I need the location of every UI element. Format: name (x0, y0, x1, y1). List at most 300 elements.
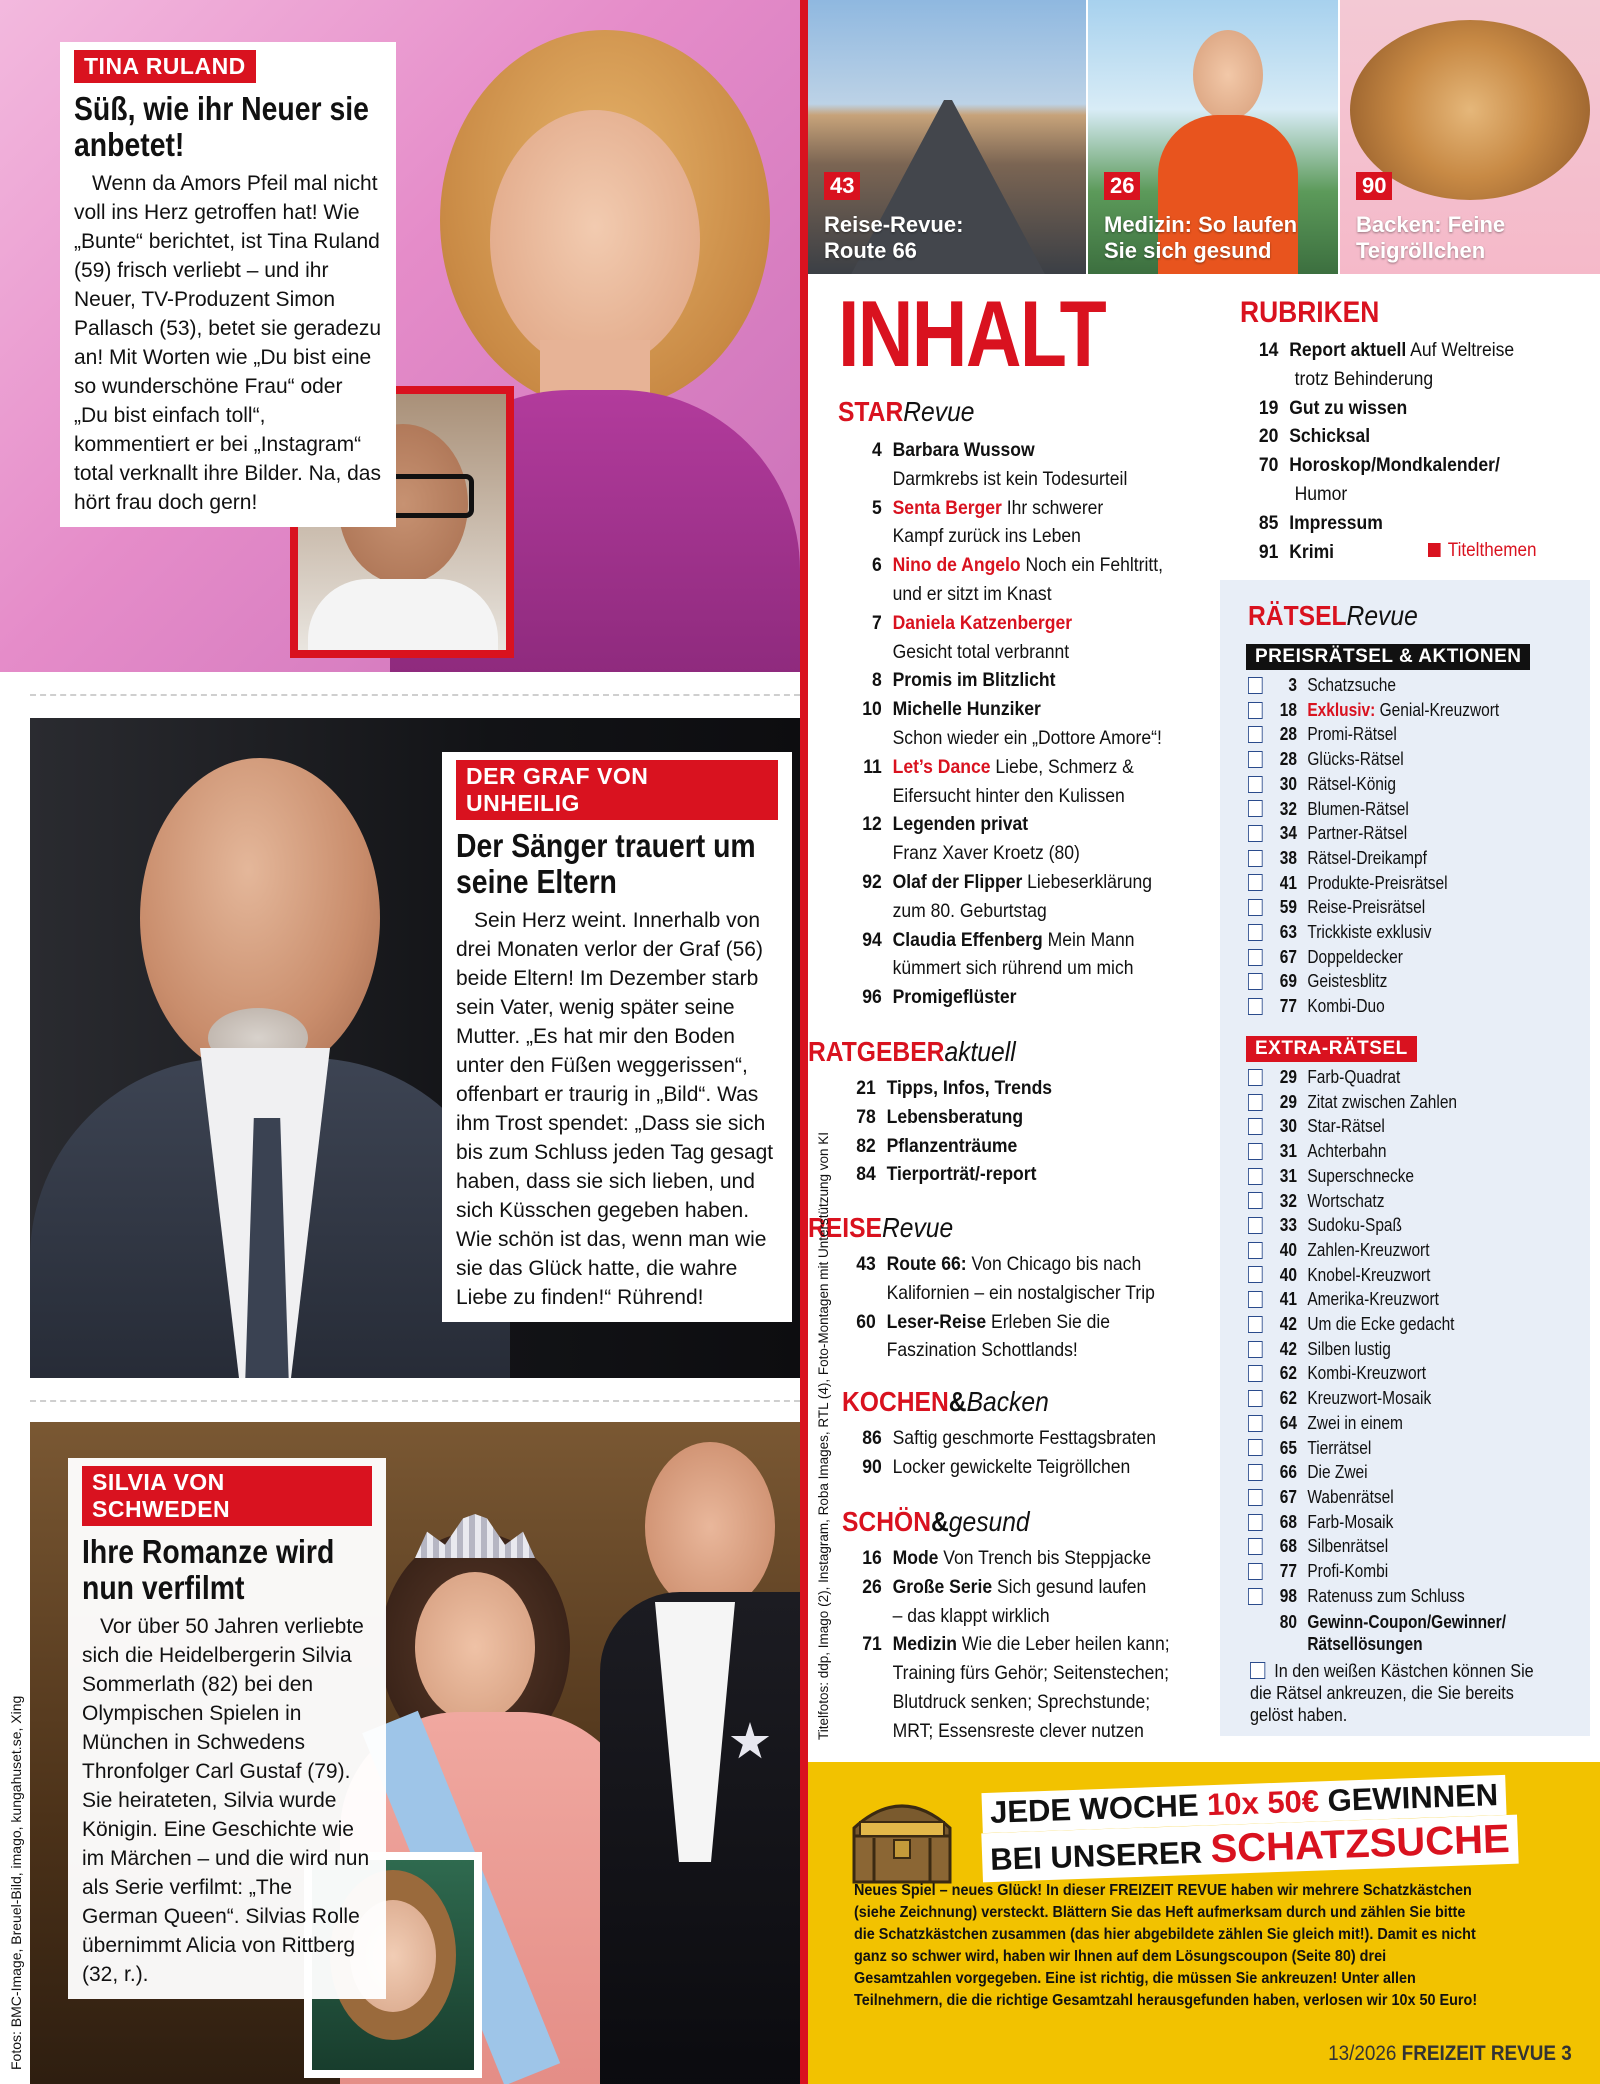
extra-raetsel-header: EXTRA-RÄTSEL (1246, 1036, 1417, 1062)
raetsel-title: Produkte-Preisrätsel (1307, 872, 1448, 893)
toc-text: Tierporträt/-report (886, 1163, 1037, 1186)
raetsel-item (1248, 747, 1499, 772)
toc-continuation: Gesicht total verbrannt (892, 640, 1070, 663)
checkbox[interactable] (1248, 1192, 1263, 1209)
story-box-2 (442, 752, 792, 1322)
toc-page: 7 (872, 611, 882, 634)
toc-continuation: – das klappt wirklich (892, 1604, 1050, 1627)
raetsel-item (1248, 846, 1499, 871)
toc-text: Nino de Angelo Noch ein Fehltritt, (892, 554, 1164, 577)
checkbox[interactable] (1248, 677, 1263, 694)
checkbox[interactable] (1248, 1588, 1263, 1605)
schatz-text: Neues Spiel – neues Glück! In dieser FREIZEIT REVUE haben wir mehrere Schatzkästchen (siehe Zeichnung) versteckt. Blättern Sie das Heft aufmerksam durch und zählen Sie bitte die Schatzkästchen zusammen (das hier abgebildete zählen Sie gleich mit!). Damit es nicht ganz so schwer wird, haben wir Ihnen auf dem Lösungscoupon (Seite 80) drei Gesamtzahlen vorgegeben. Eine ist richtig, die müssen Sie ankreuzen! Unter allen Teilnehmern, die die richtige Gesamtzahl herausgefunden haben, verlosen wir 10x 50 Euro! (854, 1882, 1478, 2009)
toc-item[interactable] (844, 926, 1190, 955)
photo-credits-title: Titelfotos: ddp, Imago (2), Instagram, Roba Images, RTL (4), Foto-Montagen mit Unterstützung von KI (816, 1131, 831, 1740)
red-square-icon (1428, 543, 1441, 557)
raetsel-item (1248, 1386, 1465, 1411)
toc-text: Olaf der Flipper Liebeserklärung (892, 870, 1153, 893)
toc-page: 8 (872, 669, 882, 692)
raetsel-page: 18 (1279, 699, 1298, 720)
toc-text: Große Serie Sich gesund laufen (892, 1575, 1147, 1598)
toc-page: 82 (856, 1134, 876, 1157)
toc-text: Saftig geschmorte Festtagsbraten (892, 1427, 1156, 1449)
page-title: INHALT (838, 281, 1106, 386)
raetsel-page: 62 (1279, 1388, 1298, 1409)
toc-page: 90 (862, 1455, 882, 1478)
raetsel-title: Zitat zwischen Zahlen (1307, 1091, 1458, 1112)
coupon-entry: 80 Gewinn-Coupon/Gewinner/ Rätsellösungen (1279, 1612, 1506, 1654)
raetsel-note: In den weißen Kästchen können Sie die Rätsel ankreuzen, die Sie bereits gelöst haben. (1250, 1661, 1534, 1725)
raetsel-page: 62 (1279, 1363, 1298, 1384)
toc-page: 26 (862, 1575, 882, 1598)
toc-item[interactable] (838, 1160, 1184, 1189)
toc-item[interactable] (844, 753, 1190, 782)
raetsel-item (1248, 994, 1499, 1019)
toc-text: Barbara Wussow (892, 439, 1035, 461)
raetsel-title: Zahlen-Kreuzwort (1307, 1239, 1430, 1260)
raetsel-item (1248, 1090, 1465, 1115)
story-body: Vor über 50 Jahren verliebte sich die Heidelbergerin Silvia Sommerlath (82) bei den Olympischen Spielen in München in Schwedens Thronfolger Carl Gustaf (79). Sie heirateten, Silvia wurde Königin. Eine Geschichte wie im Märchen – und die wird nun als Serie verfilmt: „The German Queen“. Silvias Rolle übernimmt Alicia von Rittberg (32, r.). (82, 1615, 370, 1986)
woman-face (490, 110, 700, 370)
checkbox[interactable] (1248, 1266, 1263, 1283)
silvia-photo (30, 1422, 800, 2084)
story-headline: Ihre Romanze wird nun verfilmt (82, 1533, 335, 1606)
story-body: Wenn da Amors Pfeil mal nicht voll ins Herz getroffen hat! Wie „Bunte“ berichtet, ist Tina Ruland (59) frisch verliebt – und ihr Neuer, TV-Produzent Simon Pallasch (53), betet sie geradezu an! Mit Worten wie „Du bist eine so wunderschöne Frau“ oder „Du bist einfach toll“, kommentiert er bei „Instagram“ total verknallt ihre Bilder. Na, das hört frau doch gern! (74, 172, 382, 514)
toc-page: 21 (856, 1077, 876, 1099)
raetsel-page: 34 (1279, 823, 1298, 844)
star-list (844, 436, 1190, 1012)
raetsel-page: 38 (1279, 847, 1298, 868)
raetsel-item (1248, 1411, 1465, 1436)
toc-page: 4 (872, 439, 882, 461)
raetsel-page: 40 (1279, 1264, 1298, 1285)
raetsel-title: Ratenuss zum Schluss (1307, 1585, 1465, 1606)
raetsel-item (1248, 1485, 1465, 1510)
story-headline: Süß, wie ihr Neuer sie anbetet! (74, 90, 369, 163)
teaser-caption: Medizin: So laufen Sie sich gesund (1104, 212, 1298, 263)
raetsel-title: Blumen-Rätsel (1307, 798, 1409, 819)
toc-page: 60 (856, 1310, 876, 1333)
raetsel-page: 77 (1279, 996, 1298, 1017)
toc-item[interactable] (838, 1308, 1184, 1337)
toc-continuation: zum 80. Geburtstag (892, 899, 1047, 922)
queen-face (415, 1572, 535, 1722)
raetsel-item (1248, 1139, 1465, 1164)
toc-text: Locker gewickelte Teigröllchen (892, 1455, 1131, 1478)
checkbox[interactable] (1248, 949, 1263, 966)
checkbox[interactable] (1248, 1415, 1263, 1432)
checkbox[interactable] (1248, 1390, 1263, 1407)
checkbox[interactable] (1248, 751, 1263, 768)
raetsel-title: Profi-Kombi (1307, 1561, 1389, 1582)
kochen-list (844, 1424, 1190, 1482)
toc-continuation: Darmkrebs ist kein Todesurteil (892, 467, 1128, 490)
raetsel-title: Trickkiste exklusiv (1307, 922, 1432, 943)
raetsel-title: Superschnecke (1307, 1165, 1415, 1186)
checkbox[interactable] (1248, 850, 1263, 867)
raetsel-item (1248, 1584, 1465, 1609)
toc-item[interactable] (844, 1424, 1190, 1453)
section-star-revue: STARRevue (838, 396, 975, 427)
toc-page: 91 (1258, 540, 1279, 563)
checkbox[interactable] (1248, 1217, 1263, 1234)
raetsel-page: 42 (1279, 1338, 1298, 1359)
preisraetsel-list (1248, 673, 1499, 1019)
checkbox[interactable] (1250, 1662, 1265, 1679)
tiara-icon (415, 1514, 535, 1558)
graf-photo (30, 718, 800, 1378)
toc-text: Let’s Dance Liebe, Schmerz & (892, 755, 1134, 778)
raetsel-page: 30 (1279, 1116, 1298, 1137)
raetsel-title: Exklusiv: Genial-Kreuzwort (1307, 699, 1500, 720)
toc-page: 11 (863, 755, 882, 778)
toc-text: Tipps, Infos, Trends (886, 1077, 1053, 1099)
toc-page: 14 (1258, 339, 1279, 361)
ratgeber-list (838, 1074, 1184, 1189)
toc-page: 20 (1258, 425, 1279, 448)
raetsel-page: 31 (1279, 1141, 1298, 1162)
raetsel-page: 40 (1279, 1239, 1298, 1260)
column-separator (800, 0, 808, 2084)
story-box-1 (60, 42, 396, 527)
toc-item[interactable] (1246, 451, 1592, 480)
raetsel-item (1248, 1164, 1465, 1189)
raetsel-title: Zwei in einem (1307, 1412, 1403, 1433)
toc-continuation: Kalifornien – ein nostalgischer Trip (886, 1281, 1155, 1304)
toc-continuation: kümmert sich rührend um mich (892, 957, 1134, 980)
checkbox[interactable] (1248, 726, 1263, 743)
photo-credits-left: Fotos: BMC-Image, Breuel-Bild, imago, kungahuset.se, Xing (8, 1695, 24, 2070)
raetsel-page: 30 (1279, 773, 1298, 794)
toc-text: Route 66: Von Chicago bis nach (886, 1253, 1142, 1275)
section-raetsel-revue: RÄTSELRevue (1248, 600, 1418, 631)
raetsel-page: 41 (1279, 872, 1298, 893)
raetsel-title: Doppeldecker (1307, 946, 1403, 967)
toc-page: 85 (1258, 511, 1279, 534)
checkbox[interactable] (1248, 1168, 1263, 1185)
raetsel-item (1248, 1287, 1465, 1312)
checkbox[interactable] (1248, 1094, 1263, 1111)
raetsel-page: 67 (1279, 1486, 1298, 1507)
raetsel-title: Wabenrätsel (1307, 1486, 1394, 1507)
raetsel-item (1248, 1238, 1465, 1263)
toc-item[interactable] (844, 436, 1190, 465)
toc-page: 5 (872, 496, 882, 519)
toc-page: 94 (862, 928, 882, 951)
toc-page: 70 (1258, 454, 1279, 477)
checkbox[interactable] (1248, 1316, 1263, 1333)
raetsel-item (1248, 1312, 1465, 1337)
checkbox[interactable] (1248, 973, 1263, 990)
toc-item[interactable] (1246, 509, 1592, 538)
page-footer: 13/2026 FREIZEIT REVUE 3 (1328, 2042, 1572, 2065)
raetsel-item (1248, 1065, 1465, 1090)
teaser-route66[interactable] (808, 0, 1086, 274)
raetsel-title: Um die Ecke gedacht (1307, 1314, 1455, 1335)
checkbox[interactable] (1248, 1514, 1263, 1531)
story-headline: Der Sänger trauert um seine Eltern (456, 827, 756, 900)
toc-page: 92 (862, 870, 882, 893)
section-kochen: KOCHEN&Backen (842, 1386, 1049, 1417)
story-tag: SILVIA VON SCHWEDEN (82, 1466, 372, 1526)
toc-item[interactable] (844, 1544, 1190, 1573)
treasure-chest-icon (846, 1788, 958, 1886)
raetsel-box (1220, 580, 1590, 1736)
toc-text: Mode Von Trench bis Steppjacke (892, 1547, 1152, 1569)
raetsel-item (1248, 698, 1499, 723)
raetsel-title: Kombi-Kreuzwort (1307, 1363, 1427, 1384)
checkbox[interactable] (1248, 998, 1263, 1015)
raetsel-title: Schatzsuche (1307, 675, 1396, 695)
divider (30, 1400, 800, 1402)
raetsel-title: Wortschatz (1307, 1190, 1385, 1211)
raetsel-item (1248, 1361, 1465, 1386)
raetsel-item (1248, 1460, 1465, 1485)
toc-page: 84 (856, 1163, 876, 1186)
toc-item[interactable] (844, 609, 1190, 638)
raetsel-item (1248, 1213, 1465, 1238)
checkbox[interactable] (1248, 874, 1263, 891)
toc-continuation: trotz Behinderung (1294, 367, 1434, 390)
toc-text: Claudia Effenberg Mein Mann (892, 928, 1135, 951)
raetsel-title: Star-Rätsel (1307, 1116, 1385, 1137)
toc-text: Lebensberatung (886, 1105, 1024, 1128)
preisraetsel-header: PREISRÄTSEL & AKTIONEN (1246, 644, 1530, 670)
raetsel-title: Farb-Mosaik (1307, 1511, 1394, 1532)
schatz-banner-line1: JEDE WOCHE 10x 50€ GEWINNEN (981, 1775, 1506, 1833)
toc-item[interactable] (844, 551, 1190, 580)
toc-text: Schicksal (1289, 425, 1371, 448)
teaser-page: 90 (1356, 172, 1392, 200)
toc-item[interactable] (838, 1074, 1184, 1103)
checkbox[interactable] (1248, 924, 1263, 941)
story-body: Sein Herz weint. Innerhalb von drei Monaten verlor der Graf (56) beide Eltern! Im Dezember starb sein Vater, wenig später seine Mutter. „Es hat mir den Boden unter den Füßen weggerissen“, offenbart er traurig in „Bild“. Was ihm Trost spendet: „Dass sie sich bis zum Schluss jeden Tag gesagt haben, dass sie sich lieben, und sich Küsschen gegeben haben. Wie schön ist das, wenn man wie sie das Glück hatte, die wahre Liebe zu finden!“ Rührend! (456, 909, 774, 1309)
raetsel-page: 28 (1279, 749, 1298, 770)
section-ratgeber: RATGEBERaktuell (808, 1036, 1016, 1067)
toc-continuation: Humor (1294, 482, 1348, 505)
checkbox[interactable] (1248, 1464, 1263, 1481)
raetsel-item (1248, 821, 1499, 846)
raetsel-title: Amerika-Kreuzwort (1307, 1289, 1439, 1310)
raetsel-item (1248, 871, 1499, 896)
toc-text: Daniela Katzenberger (892, 611, 1073, 634)
raetsel-item (1248, 722, 1499, 747)
toc-item[interactable] (844, 666, 1190, 695)
raetsel-page: 69 (1279, 971, 1298, 992)
rubriken-list (1246, 336, 1592, 566)
divider (30, 694, 800, 696)
raetsel-title: Rätsel-König (1307, 773, 1396, 794)
toc-page: 12 (862, 813, 882, 836)
raetsel-page: 41 (1279, 1289, 1298, 1310)
checkbox[interactable] (1248, 1143, 1263, 1160)
raetsel-page: 64 (1279, 1412, 1298, 1433)
raetsel-item (1248, 1436, 1465, 1461)
toc-item[interactable] (1246, 394, 1592, 423)
toc-page: 6 (872, 554, 882, 577)
raetsel-title: Promi-Rätsel (1307, 724, 1397, 745)
toc-text: Pflanzenträume (886, 1134, 1018, 1157)
checkbox[interactable] (1248, 776, 1263, 793)
toc-page: 71 (862, 1633, 882, 1656)
raetsel-item (1248, 1337, 1465, 1362)
section-rubriken: RUBRIKEN (1240, 296, 1380, 329)
toc-page: 16 (862, 1547, 882, 1569)
toc-continuation: Kampf zurück ins Leben (892, 525, 1081, 548)
raetsel-title: Partner-Rätsel (1307, 823, 1408, 844)
raetsel-title: Farb-Quadrat (1307, 1067, 1401, 1087)
raetsel-item (1248, 1189, 1465, 1214)
toc-text: Leser-Reise Erleben Sie die (886, 1310, 1111, 1333)
raetsel-page: 29 (1279, 1091, 1298, 1112)
toc-item[interactable] (844, 1453, 1190, 1482)
checkbox[interactable] (1248, 1069, 1263, 1086)
toc-text: Krimi (1289, 540, 1335, 563)
teaser-page: 43 (824, 172, 860, 200)
tina-ruland-photo (0, 0, 800, 672)
checkbox[interactable] (1248, 1563, 1263, 1580)
toc-continuation: und er sitzt im Knast (892, 582, 1052, 605)
checkbox[interactable] (1248, 1489, 1263, 1506)
checkbox[interactable] (1248, 825, 1263, 842)
toc-text: Michelle Hunziker (892, 698, 1041, 721)
toc-item[interactable] (838, 1103, 1184, 1132)
checkbox[interactable] (1248, 1538, 1263, 1555)
toc-continuation: Eifersucht hinter den Kulissen (892, 784, 1125, 807)
raetsel-item (1248, 1510, 1465, 1535)
raetsel-item (1248, 1114, 1465, 1139)
raetsel-page: 42 (1279, 1314, 1298, 1335)
raetsel-page: 3 (1288, 675, 1298, 695)
reise-list (838, 1250, 1184, 1365)
raetsel-title: Knobel-Kreuzwort (1307, 1264, 1431, 1285)
toc-item[interactable] (844, 695, 1190, 724)
checkbox[interactable] (1248, 1439, 1263, 1456)
story-tag: TINA RULAND (74, 50, 256, 83)
raetsel-page: 77 (1279, 1561, 1298, 1582)
checkbox[interactable] (1248, 702, 1263, 719)
raetsel-item (1248, 895, 1499, 920)
teaser-medizin[interactable] (1088, 0, 1338, 274)
toc-item[interactable] (1246, 336, 1592, 365)
teaser-backen[interactable] (1340, 0, 1600, 274)
toc-continuation: Training fürs Gehör; Seitenstechen; Blutdruck senken; Sprechstunde; MRT; Essensreste clever nutzen (892, 1662, 1169, 1742)
raetsel-title: Silben lustig (1307, 1338, 1391, 1359)
raetsel-title: Sudoku-Spaß (1307, 1215, 1403, 1236)
raetsel-title: Silbenrätsel (1307, 1536, 1389, 1557)
extra-raetsel-list (1248, 1065, 1465, 1608)
teaser-page: 26 (1104, 172, 1140, 200)
runner-face (1193, 30, 1263, 120)
raetsel-page: 32 (1279, 798, 1298, 819)
raetsel-page: 32 (1279, 1190, 1298, 1211)
toc-item[interactable] (838, 1132, 1184, 1161)
toc-item[interactable] (844, 1573, 1190, 1602)
toc-text: Promigeflüster (892, 986, 1017, 1009)
raetsel-item (1248, 969, 1499, 994)
toc-text: Medizin Wie die Leber heilen kann; (892, 1633, 1170, 1656)
section-schoen: SCHÖN&gesund (842, 1506, 1030, 1537)
raetsel-page: 68 (1279, 1511, 1298, 1532)
raetsel-item (1248, 797, 1499, 822)
raetsel-page: 29 (1279, 1067, 1298, 1087)
toc-item[interactable] (844, 810, 1190, 839)
titelthemen-legend: Titelthemen (1428, 540, 1537, 562)
toc-page: 96 (862, 986, 882, 1009)
toc-item[interactable] (1246, 422, 1592, 451)
raetsel-title: Reise-Preisrätsel (1307, 897, 1426, 918)
raetsel-page: 33 (1279, 1215, 1298, 1236)
raetsel-item (1248, 772, 1499, 797)
checkbox[interactable] (1248, 899, 1263, 916)
raetsel-page: 63 (1279, 922, 1298, 943)
story-box-3 (68, 1458, 386, 1999)
raetsel-item (1248, 1534, 1465, 1559)
toc-item[interactable] (1246, 538, 1592, 567)
raetsel-item (1248, 945, 1499, 970)
checkbox[interactable] (1248, 1291, 1263, 1308)
king-face (645, 1442, 775, 1612)
teaser-caption: Backen: Feine Teigröllchen (1356, 212, 1506, 263)
schoen-list (844, 1544, 1190, 1746)
checkbox[interactable] (1248, 1341, 1263, 1358)
checkbox[interactable] (1248, 1242, 1263, 1259)
raetsel-page: 65 (1279, 1437, 1298, 1458)
toc-text: Legenden privat (892, 813, 1029, 836)
schatz-banner-line2: BEI UNSERER SCHATZSUCHE (981, 1815, 1518, 1883)
man-shirt (308, 579, 498, 650)
raetsel-item (1248, 673, 1499, 698)
toc-page: 86 (862, 1427, 882, 1449)
raetsel-title: Glücks-Rätsel (1307, 749, 1404, 770)
checkbox[interactable] (1248, 800, 1263, 817)
raetsel-title: Rätsel-Dreikampf (1307, 847, 1427, 868)
raetsel-page: 67 (1279, 946, 1298, 967)
toc-page: 19 (1258, 396, 1279, 419)
story-tag: DER GRAF VON UNHEILIG (456, 760, 778, 820)
toc-page: 10 (862, 698, 882, 721)
raetsel-item (1248, 1559, 1465, 1584)
raetsel-page: 28 (1279, 724, 1298, 745)
section-reise: REISERevue (808, 1212, 954, 1243)
raetsel-page: 68 (1279, 1536, 1298, 1557)
teaser-caption: Reise-Revue: Route 66 (824, 212, 964, 263)
raetsel-title: Achterbahn (1307, 1141, 1387, 1162)
checkbox[interactable] (1248, 1118, 1263, 1135)
raetsel-page: 31 (1279, 1165, 1298, 1186)
raetsel-title: Kreuzwort-Mosaik (1307, 1388, 1432, 1409)
toc-text: Promis im Blitzlicht (892, 669, 1056, 692)
toc-item[interactable] (844, 1630, 1190, 1659)
raetsel-title: Die Zwei (1307, 1462, 1368, 1483)
schatzsuche-box (808, 1762, 1600, 2084)
raetsel-title: Geistesblitz (1307, 971, 1388, 992)
raetsel-title: Kombi-Duo (1307, 996, 1385, 1017)
toc-item[interactable] (844, 983, 1190, 1012)
raetsel-title: Tierrätsel (1307, 1437, 1372, 1458)
toc-item[interactable] (838, 1250, 1184, 1279)
raetsel-page: 66 (1279, 1462, 1298, 1483)
toc-text: Senta Berger Ihr schwerer (892, 496, 1104, 519)
toc-continuation: Schon wieder ein „Dottore Amore“! (892, 726, 1162, 749)
toc-text: Gut zu wissen (1289, 396, 1408, 419)
checkbox[interactable] (1248, 1365, 1263, 1382)
toc-page: 43 (856, 1253, 876, 1275)
toc-text: Report aktuell Auf Weltreise (1289, 339, 1515, 361)
toc-item[interactable] (844, 868, 1190, 897)
toc-item[interactable] (844, 494, 1190, 523)
toc-text: Horoskop/Mondkalender/ (1289, 454, 1500, 477)
